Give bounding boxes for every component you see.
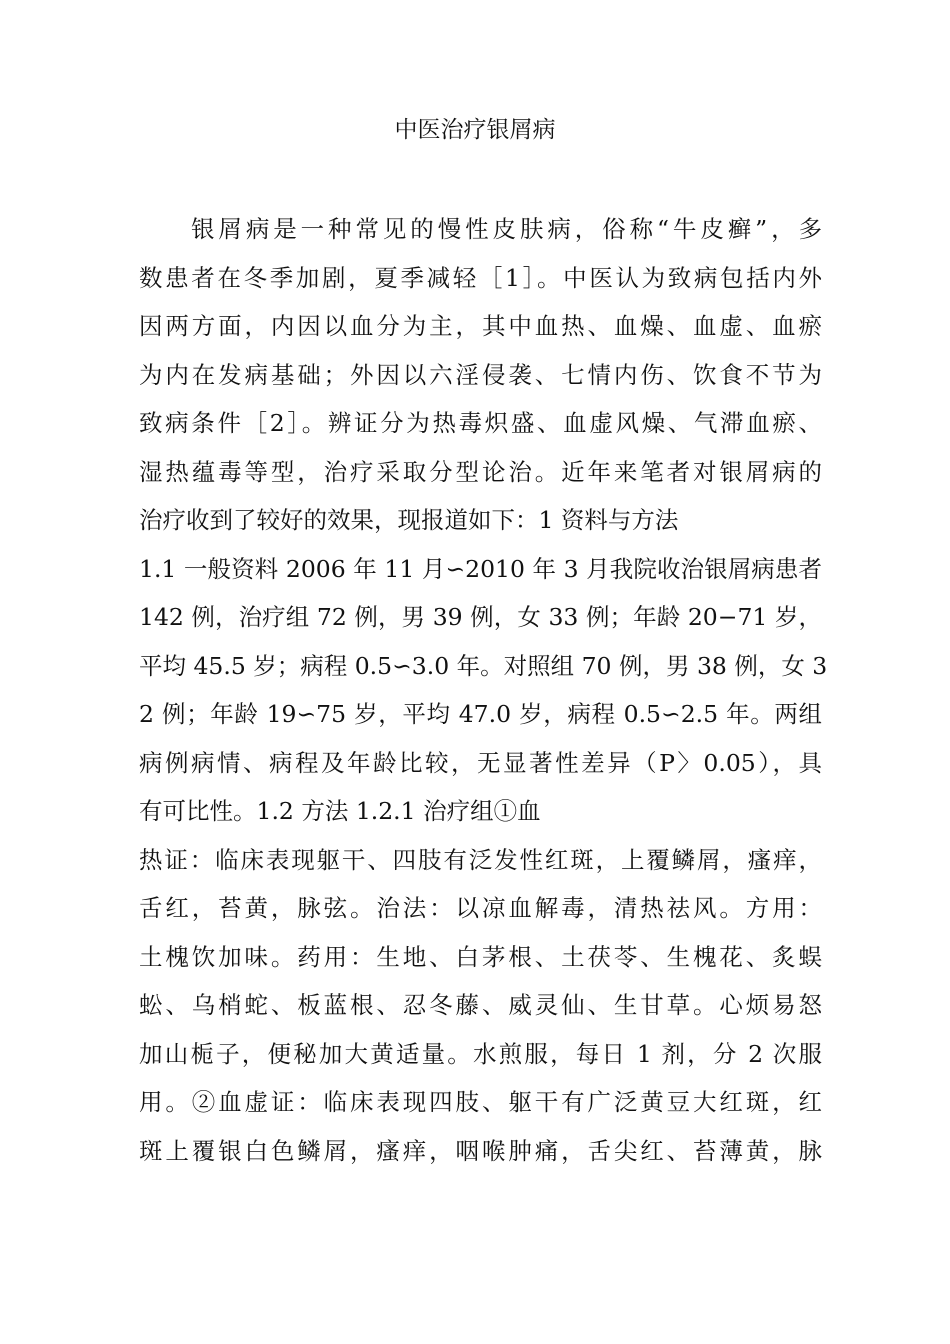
body-line: 有可比性。1.2 方法 1.2.1 治疗组①血 [139, 797, 541, 825]
body-line: 湿热蕴毒等型，治疗采取分型论治。近年来笔者对银屑病的 [139, 457, 822, 486]
body-line: 为内在发病基础；外因以六淫侵袭、七情内伤、饮食不节为 [139, 360, 822, 389]
body-line: 1.1 一般资料 2006 年 11 月∽2010 年 3 月我院收治银屑病患者 [139, 554, 822, 583]
body-line: 舌红，苔黄，脉弦。治法：以凉血解毒，清热祛风。方用： [139, 894, 822, 922]
document-body [139, 205, 859, 1175]
body-line: 病例病情、病程及年龄比较，无显著性差异（P〉0.05），具 [139, 748, 822, 777]
body-line: 2 例；年龄 19∽75 岁，平均 47.0 岁，病程 0.5∽2.5 年。两组 [139, 700, 822, 728]
body-line: 银屑病是一种常见的慢性皮肤病，俗称“牛皮癣”，多 [191, 215, 822, 243]
body-line: 斑上覆银白色鳞屑，瘙痒，咽喉肿痛，舌尖红、苔薄黄，脉 [139, 1136, 822, 1165]
body-line: 治疗收到了较好的效果，现报道如下：1 资料与方法 [139, 506, 679, 534]
body-line: 热证：临床表现躯干、四肢有泛发性红斑，上覆鳞屑，瘙痒， [139, 845, 822, 874]
body-line: 用。②血虚证：临床表现四肢、躯干有广泛黄豆大红斑，红 [139, 1088, 822, 1116]
body-line: 蚣、乌梢蛇、板蓝根、忍冬藤、威灵仙、生甘草。心烦易怒 [139, 991, 822, 1019]
body-line: 土槐饮加味。药用：生地、白茅根、土茯苓、生槐花、炙蜈 [139, 942, 822, 971]
body-line: 致病条件［2］。辨证分为热毒炽盛、血虚风燥、气滞血瘀、 [139, 409, 822, 437]
body-line: 数患者在冬季加剧，夏季减轻［1］。中医认为致病包括内外 [139, 263, 822, 292]
body-line: 142 例，治疗组 72 例，男 39 例，女 33 例；年龄 20−71 岁， [139, 603, 822, 631]
document-title: 中医治疗银屑病 [394, 117, 556, 143]
body-line: 因两方面，内因以血分为主，其中血热、血燥、血虚、血瘀 [139, 312, 822, 340]
body-line: 平均 45.5 岁；病程 0.5∽3.0 年。对照组 70 例，男 38 例，女 3 [139, 651, 828, 680]
body-line: 加山栀子，便秘加大黄适量。水煎服，每日 1 剂，分 2 次服 [139, 1039, 822, 1068]
